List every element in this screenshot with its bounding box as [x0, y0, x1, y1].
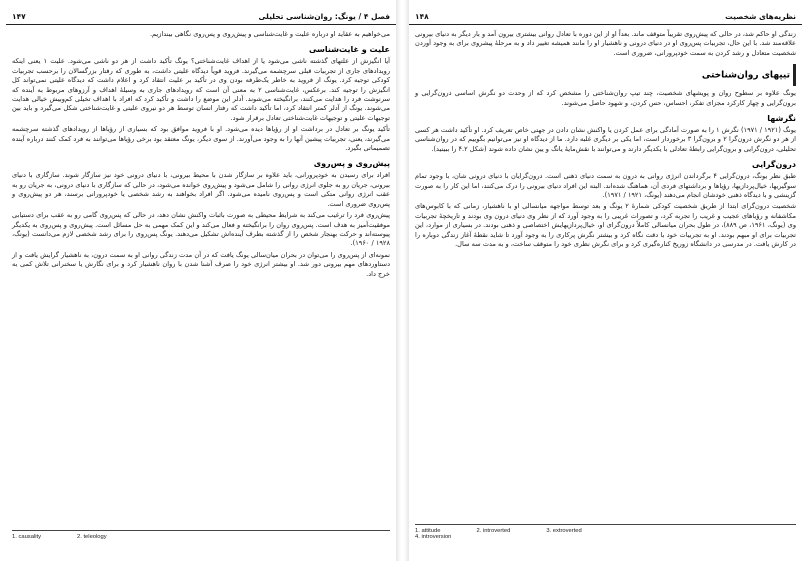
- subheading-introversion: درون‌گرایی: [752, 160, 796, 170]
- footnote: 1. attitude: [415, 528, 441, 534]
- section-heading-text: تیپهای روان‌شناختی: [701, 70, 790, 81]
- paragraph: افراد برای رسیدن به خودپرورانی، باید علاوه بر سازگار شدن با محیط بیرونی، با دنیای درونی خود نیز سازگار شوند. سازگاری با دنیای بیرونی، جریان رو به جلوی انرژی روانی را شامل می‌شود و پیش‌روی خوانده می‌شود، در حالی که سازگاری با دنیای درونی، به جریان رو به عقب انرژی روانی متکی است و پس‌روی نامیده می‌شود. اگر افراد بخواهند به رشد شخصی یا خودپرورانی برسند، هر دو پیش‌روی و پس‌روی ضروری است.: [12, 171, 390, 208]
- paragraph: آیا انگیزش از علتهای گذشته ناشی می‌شود یا از اهداف غایت‌شناختی؟ یونگ تأکید داشت از هر دو ناشی می‌شود. علیت ۱ یعنی اینکه رویدادهای جاری از تجربیات قبلی سرچشمه می‌گیرند. فروید قویاً دیدگاه علیتی داشت، به طوری که رفتار بزرگسالان را برحسب تجربیات کودکی توجیه کرد. یونگ از فروید به خاطر یک‌طرفه بودن وی در تأکید بر علیت انتقاد کرد و اعلام داشت که دیدگاه علیتی نمی‌تواند کل انگیزش را توجیه کند. برعکس، غایت‌شناسی ۲ به معنی آن است که رویدادهای جاری به وسیلهٔ اهداف و آرزوهای مربوط به آینده که سرنوشت فرد را هدایت می‌کنند، برانگیخته می‌شوند. آدلر این موضع را داشت و تأکید کرد که افراد با اهداف تخیلی کم‌وبیش خیالی هدایت می‌شوند. یونگ از آدلر کمتر انتقاد کرد، اما تأکید داشت که رفتار انسان توسط هر دو نیروی علیتی و غایت‌شناختی شکل می‌گیرد و باید بین توجیهات علیتی و توجیهات غایت‌شناختی تعادل برقرار شود.: [12, 57, 391, 122]
- left-running-head: فصل ۴ / یونگ: روان‌شناسی تحلیلی: [258, 12, 390, 21]
- right-page-number: ۱۴۸: [415, 12, 429, 21]
- left-footnotes: [12, 530, 390, 540]
- left-page-number: ۱۴۷: [12, 12, 26, 21]
- left-page: [6, 10, 396, 548]
- footnote: 4. introversion: [415, 534, 452, 540]
- footnote: 1. causality: [12, 534, 41, 540]
- footnote: 2. introverted: [476, 528, 511, 534]
- left-page-body: [12, 30, 390, 520]
- paragraph: طبق نظر یونگ، درون‌گرایی ۴ برگرداندن انرژی روانی به درون به سمت دنیای ذهنی است. درون‌گرایان با دنیای درونی شان، با وجود تمام سوگیریها، خیال‌پردازیها، رؤیاها و برداشتهای فردی آن، هماهنگ شده‌اند. البته این افراد دنیای بیرونی را درک می‌کنند، اما این کار را به صورت گزینشی و با دیدگاه ذهنی خودشان انجام می‌دهند (یونگ، ۱۹۲۱ / ۱۹۷۱).: [415, 172, 796, 200]
- subheading-attitudes: نگرشها: [767, 114, 796, 124]
- paragraph: پیش‌روی فرد را ترغیب می‌کند به شرایط محیطی به صورت باثبات واکنش نشان دهد، در حالی که پس‌روی گامی رو به عقب برای دستیابی موفقیت‌آمیز به هدف است. پس‌روی روان را برانگیخته و فعال می‌کند و این کمک مهمی به حل مسائل است. پیش‌روی و پس‌روی به یکدیگر پیوسته‌اند و حرکت بهنجار شخص را از گذشته بطرف آینده‌اش تشکیل می‌دهند. یونگ پس‌روی را برای رشد شخصی لازم می‌دانست (یونگ، ۱۹۲۸ / ۱۹۶۰).: [12, 211, 390, 248]
- paragraph: یونگ علاوه بر سطوح روان و پویشهای شخصیت، چند تیپ روان‌شناختی را مشخص کرد که از وحدت دو نگرش اساسی درون‌گرایی و برون‌گرایی و چهار کارکرد مجزای تفکر، احساس، حس کردن، و شهود حاصل می‌شوند.: [415, 89, 796, 107]
- right-page-body: [415, 30, 796, 520]
- footnote: 3. extroverted: [546, 528, 582, 534]
- right-intro-paragraph: زندگی او حاکم شد، در حالی که پیش‌روی تقریباً متوقف ماند. بعداً او از این دوره با تعادل روانی بیشتری بیرون آمد و بار دیگر به دنیای بیرونی علاقه‌مند شد. با این حال، تجربیات پس‌روی او در دنیای درونی و ناهشیار او را مانند همیشه تغییر داد و به مرحلهٔ پیشروی برای به وجود آوردن شخصیت متعادل و رشد کردن به سمت خودپرورانی، ضروری است.: [415, 30, 796, 57]
- heading-bar-icon: [793, 64, 796, 86]
- paragraph: نمونه‌ای از پس‌روی را می‌توان در بحران میان‌سالی یونگ یافت که در آن مدت زندگی روانی او به سمت درون، به ناهشیار گرایش یافت و از دستاوردهای مهم بیرونی دور شد. او بیشتر انرژی خود را صرف آشنا شدن با روان ناهشیار کرد و برای نگارش یا سخنرانی تلاش کمی به خرج داد.: [12, 250, 390, 278]
- section-heading-progression: پیش‌روی و پس‌روی: [313, 159, 390, 169]
- paragraph: تأکید یونگ بر تعادل در برداشت او از رؤیاها دیده می‌شود. او با فروید موافق بود که بسیاری از رؤیاها از رویدادهای گذشته سرچشمه می‌گیرند، یعنی، تجربیات پیشین آنها را به وجود می‌آورند. از سوی دیگر، یونگ معتقد بود برخی رؤیاها می‌توانند به فرد کمک کنند درباره آینده تصمیماتی بگیرد.: [12, 125, 390, 153]
- section-heading-psychological-types: [415, 64, 796, 86]
- right-page-header: [409, 10, 802, 25]
- right-footnotes: [415, 524, 796, 540]
- paragraph: شخصیت درون‌گرای ابتدا از طریق شخصیت کودکی شمارهٔ ۲ یونگ و بعد توسط مواجهه میانسالی او با ناهشیار، زمانی که با کابوس‌های مکاشفانه و رؤیاهای عجیب و غریب را تجربه کرد، و تصورات غریبی را به وجود آورد که از نظر وی دنیای درون وی بودند و تاریخچهٔ تجربیات وی (یونگ، ۱۹۶۱، ص ۸۸۹)، در طول بحران میانسالی کاملاً درون‌گرای او، خیال‌پردازیهایش اختصاصی و ذهنی بودند. در بسیاری از موارد، این تجربیات برای او مبهم بودند. او به تجربیات خود با دقت نگاه کرد و بیشتر نگرش پرکاری را به وجود آورد تا شاید نقطهٔ آغاز زندگی دوباره را در کارش یافت. در مدرسی در دانشگاه زوریخ کناره‌گیری کرد و برای نگرش نظری خود را متوقف ساخت، و به مدت سه سال.: [415, 202, 797, 249]
- paragraph: یونگ (۱۹۲۱ / ۱۹۷۱) نگرش ۱ را به صورت آمادگی برای عمل کردن یا واکنش نشان دادن در جهتی خاص تعریف کرد. او تأکید داشت هر کسی از هر دو نگرش درون‌گرا ۲ و برون‌گرا ۳ برخوردار است، اما یکی بر دیگری غلبه دارد. ما از دیدگاه او نیز می‌توانیم بگوییم که در روان‌شناسی تحلیلی، درون‌گرایی و برون‌گرایی رابطهٔ تعادلی با یکدیگر دارند و می‌توانند با نقش‌مایهٔ یانگ و یین نشان داده شوند (شکل ۴.۲ را ببینید).: [415, 126, 796, 153]
- footnote: 2. teleology: [77, 534, 107, 540]
- left-intro-paragraph: می‌خواهیم به عقاید او درباره علیت و غایت‌شناسی و پیش‌روی و پس‌روی نگاهی بیندازیم.: [149, 30, 390, 38]
- left-page-header: [6, 10, 396, 25]
- right-running-head: نظریه‌های شخصیت: [725, 12, 796, 21]
- book-gutter: [396, 0, 409, 561]
- section-heading-causality: علیت و غایت‌شناسی: [308, 45, 390, 55]
- right-page: [409, 10, 802, 548]
